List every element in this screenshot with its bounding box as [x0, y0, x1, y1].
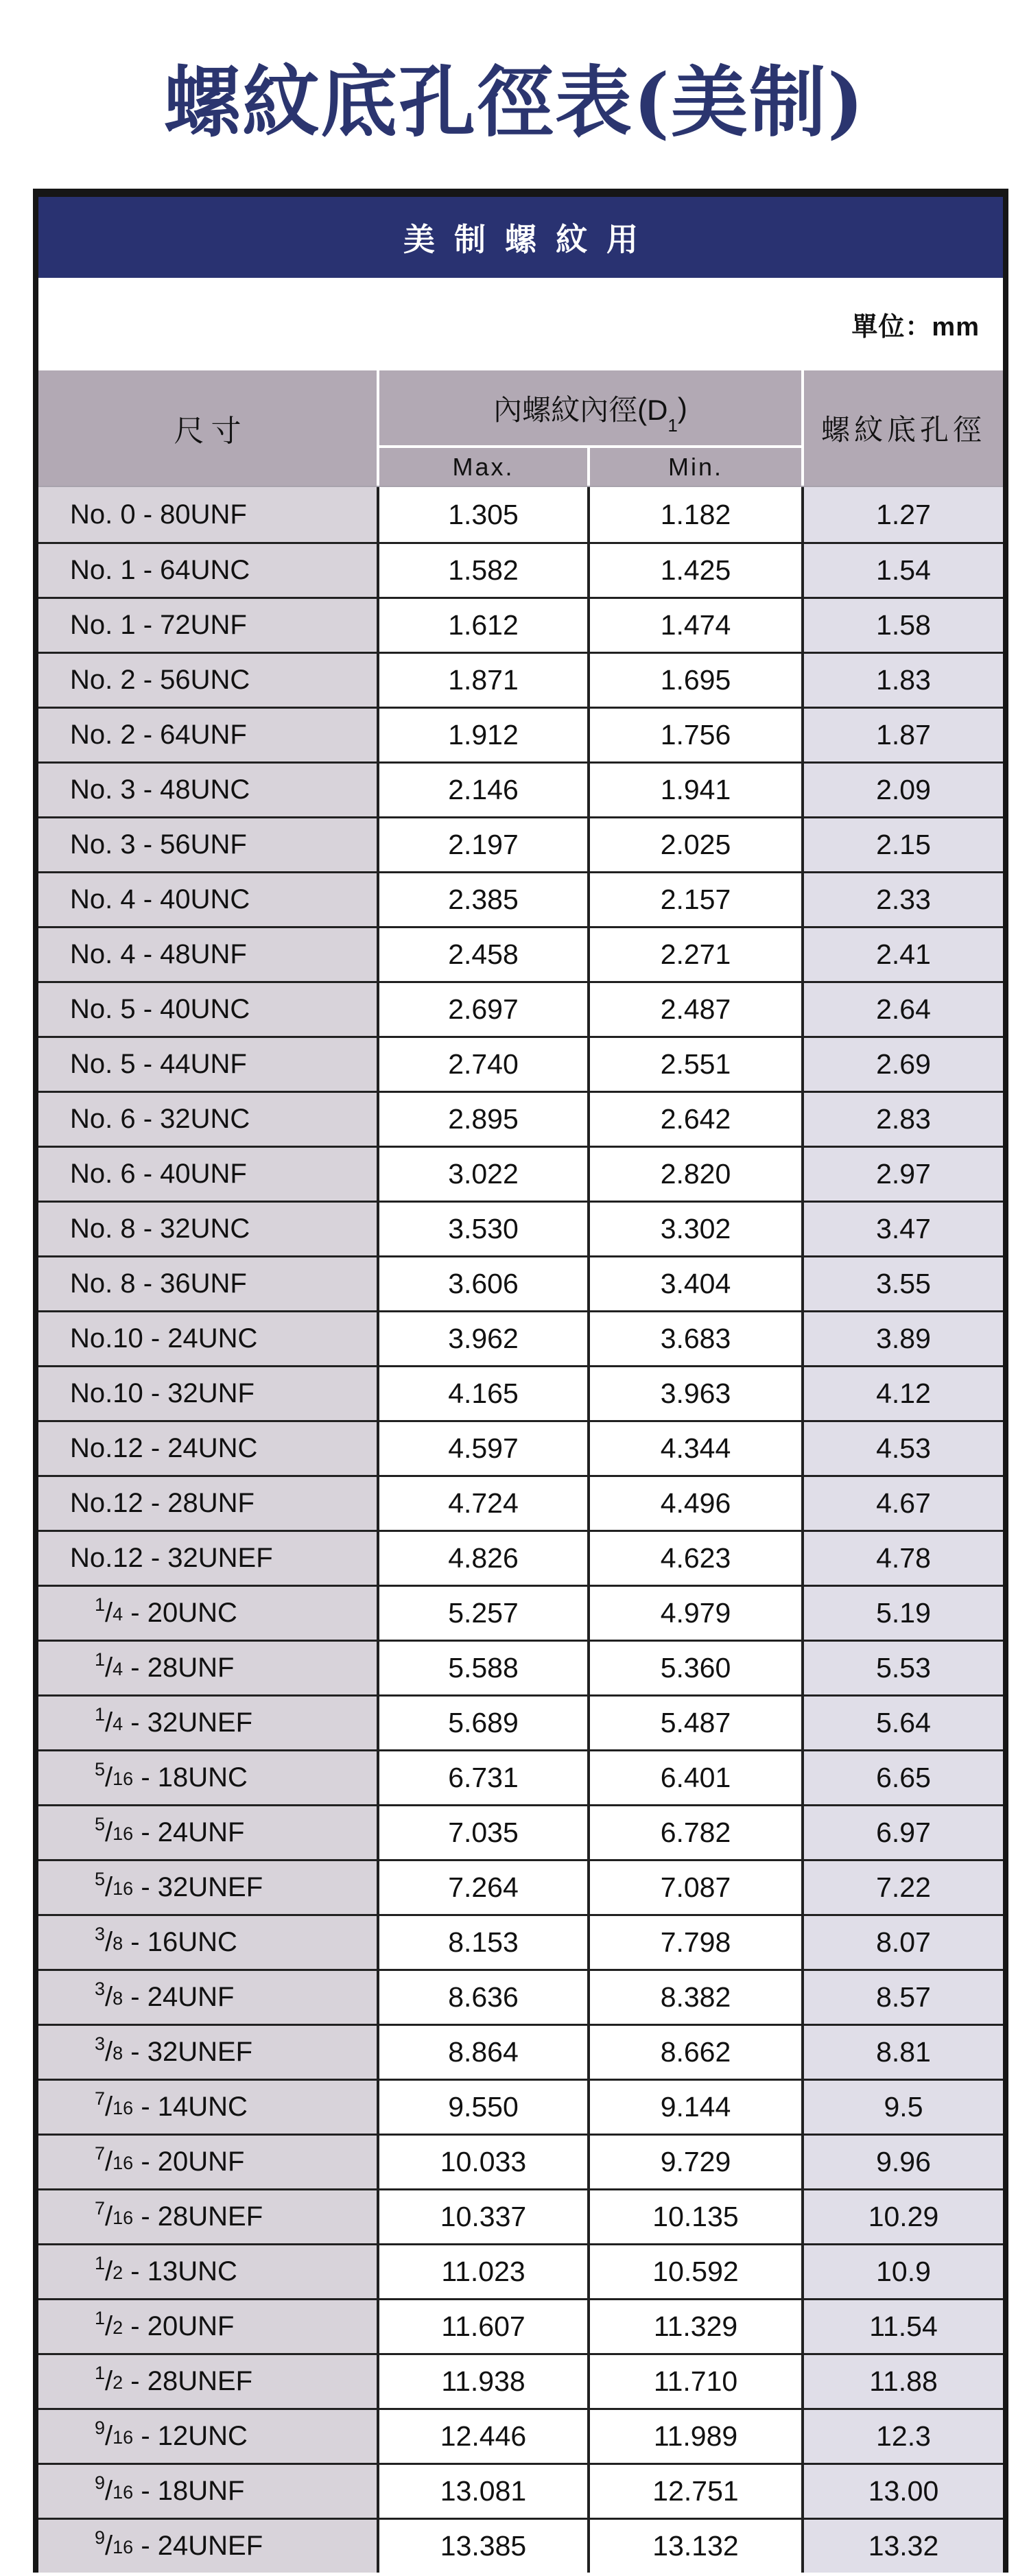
max-cell: 6.731: [377, 1751, 587, 1804]
drill-cell: 4.53: [801, 1422, 1003, 1475]
size-cell: 5 / 16 - 24UNF: [38, 1806, 377, 1859]
table-row: [38, 2243, 1003, 2298]
drill-cell: 5.53: [801, 1642, 1003, 1694]
min-cell: 11.710: [587, 2355, 801, 2408]
min-cell: 10.592: [587, 2245, 801, 2298]
size-cell: 5 / 16 - 18UNC: [38, 1751, 377, 1804]
min-cell: 9.144: [587, 2081, 801, 2134]
size-cell: No. 3 - 56UNF: [38, 818, 377, 871]
min-cell: 4.496: [587, 1477, 801, 1530]
max-cell: 5.588: [377, 1642, 587, 1694]
table-row: [38, 981, 1003, 1036]
max-cell: 2.895: [377, 1093, 587, 1146]
max-cell: 2.740: [377, 1038, 587, 1091]
min-cell: 2.642: [587, 1093, 801, 1146]
min-cell: 7.798: [587, 1916, 801, 1969]
drill-cell: 9.5: [801, 2081, 1003, 2134]
drill-cell: 3.55: [801, 1257, 1003, 1310]
max-cell: 8.153: [377, 1916, 587, 1969]
table-row: [38, 1475, 1003, 1530]
size-cell: No. 4 - 48UNF: [38, 928, 377, 981]
min-cell: 1.425: [587, 544, 801, 597]
min-cell: 10.135: [587, 2190, 801, 2243]
max-cell: 8.864: [377, 2026, 587, 2079]
max-cell: 11.607: [377, 2300, 587, 2353]
drill-cell: 1.58: [801, 599, 1003, 652]
min-cell: 4.344: [587, 1422, 801, 1475]
max-cell: 3.606: [377, 1257, 587, 1310]
max-cell: 4.724: [377, 1477, 587, 1530]
drill-cell: 4.67: [801, 1477, 1003, 1530]
table-row: [38, 487, 1003, 542]
max-cell: 10.033: [377, 2136, 587, 2188]
table-row: [38, 707, 1003, 761]
drill-cell: 4.12: [801, 1367, 1003, 1420]
size-cell: No.10 - 24UNC: [38, 1312, 377, 1365]
table-row: [38, 1694, 1003, 1749]
header-inner-diameter: 內螺紋內徑(D 1 ): [377, 370, 801, 445]
max-cell: 2.458: [377, 928, 587, 981]
size-cell: No. 6 - 32UNC: [38, 1093, 377, 1146]
drill-cell: 1.87: [801, 709, 1003, 761]
drill-cell: 1.83: [801, 654, 1003, 707]
size-cell: No. 4 - 40UNC: [38, 873, 377, 926]
min-cell: 13.132: [587, 2520, 801, 2573]
table-row: [38, 1420, 1003, 1475]
size-cell: 1 / 2 - 13UNC: [38, 2245, 377, 2298]
size-cell: No.12 - 24UNC: [38, 1422, 377, 1475]
max-cell: 11.023: [377, 2245, 587, 2298]
min-cell: 5.487: [587, 1697, 801, 1749]
min-cell: 5.360: [587, 1642, 801, 1694]
max-cell: 3.962: [377, 1312, 587, 1365]
table-row: [38, 542, 1003, 597]
max-cell: 3.530: [377, 1203, 587, 1255]
table-row: [38, 1640, 1003, 1694]
max-cell: 7.035: [377, 1806, 587, 1859]
table-row: [38, 2024, 1003, 2079]
min-cell: 2.551: [587, 1038, 801, 1091]
drill-cell: 8.81: [801, 2026, 1003, 2079]
drill-cell: 13.00: [801, 2465, 1003, 2518]
drill-cell: 11.88: [801, 2355, 1003, 2408]
size-cell: No. 1 - 64UNC: [38, 544, 377, 597]
table-row: [38, 2298, 1003, 2353]
table-row: [38, 761, 1003, 816]
table-row: [38, 926, 1003, 981]
table-row: [38, 2188, 1003, 2243]
drill-cell: 2.33: [801, 873, 1003, 926]
min-cell: 9.729: [587, 2136, 801, 2188]
table-row: [38, 1036, 1003, 1091]
page-title: 螺紋底孔徑表(美制): [164, 58, 865, 147]
max-cell: 1.912: [377, 709, 587, 761]
min-cell: 4.623: [587, 1532, 801, 1585]
min-cell: 11.989: [587, 2410, 801, 2463]
max-cell: 12.446: [377, 2410, 587, 2463]
drill-cell: 9.96: [801, 2136, 1003, 2188]
table-row: [38, 1201, 1003, 1255]
min-cell: 4.979: [587, 1587, 801, 1640]
min-cell: 2.157: [587, 873, 801, 926]
header-min: Min.: [587, 445, 801, 486]
size-cell: 7 / 16 - 20UNF: [38, 2136, 377, 2188]
header-max: Max.: [377, 445, 587, 486]
table-row: [38, 2463, 1003, 2518]
min-cell: 11.329: [587, 2300, 801, 2353]
size-cell: No. 2 - 64UNF: [38, 709, 377, 761]
max-cell: 9.550: [377, 2081, 587, 2134]
min-cell: 1.695: [587, 654, 801, 707]
min-cell: 3.404: [587, 1257, 801, 1310]
drill-cell: 8.07: [801, 1916, 1003, 1969]
size-cell: 9 / 16 - 18UNF: [38, 2465, 377, 2518]
max-cell: 5.257: [377, 1587, 587, 1640]
size-cell: No. 8 - 36UNF: [38, 1257, 377, 1310]
size-cell: No. 0 - 80UNF: [38, 487, 377, 542]
table-header: [38, 370, 1003, 487]
drill-cell: 2.09: [801, 764, 1003, 816]
drill-cell: 5.64: [801, 1697, 1003, 1749]
drill-cell: 1.27: [801, 487, 1003, 542]
max-cell: 4.597: [377, 1422, 587, 1475]
drill-cell: 2.69: [801, 1038, 1003, 1091]
max-cell: 13.081: [377, 2465, 587, 2518]
drill-cell: 3.89: [801, 1312, 1003, 1365]
size-cell: 7 / 16 - 14UNC: [38, 2081, 377, 2134]
drill-cell: 10.9: [801, 2245, 1003, 2298]
size-cell: 9 / 16 - 24UNEF: [38, 2520, 377, 2573]
table-row: [38, 1255, 1003, 1310]
table-row: [38, 1530, 1003, 1585]
thread-drill-table: [33, 189, 1008, 2573]
min-cell: 1.756: [587, 709, 801, 761]
size-cell: 1 / 2 - 20UNF: [38, 2300, 377, 2353]
drill-cell: 10.29: [801, 2190, 1003, 2243]
max-cell: 2.146: [377, 764, 587, 816]
drill-cell: 3.47: [801, 1203, 1003, 1255]
max-cell: 4.165: [377, 1367, 587, 1420]
size-cell: No. 5 - 44UNF: [38, 1038, 377, 1091]
max-cell: 7.264: [377, 1861, 587, 1914]
table-row: [38, 1585, 1003, 1640]
size-cell: 7 / 16 - 28UNEF: [38, 2190, 377, 2243]
table-row: [38, 652, 1003, 707]
max-cell: 2.385: [377, 873, 587, 926]
table-row: [38, 1804, 1003, 1859]
drill-cell: 7.22: [801, 1861, 1003, 1914]
max-cell: 3.022: [377, 1148, 587, 1201]
max-cell: 1.612: [377, 599, 587, 652]
min-cell: 8.662: [587, 2026, 801, 2079]
drill-cell: 6.65: [801, 1751, 1003, 1804]
size-cell: 3 / 8 - 32UNEF: [38, 2026, 377, 2079]
max-cell: 11.938: [377, 2355, 587, 2408]
drill-cell: 2.41: [801, 928, 1003, 981]
max-cell: 10.337: [377, 2190, 587, 2243]
max-cell: 2.697: [377, 983, 587, 1036]
drill-cell: 11.54: [801, 2300, 1003, 2353]
table-body: [38, 487, 1003, 2573]
drill-cell: 4.78: [801, 1532, 1003, 1585]
table-row: [38, 1365, 1003, 1420]
header-size: 尺寸: [174, 414, 248, 448]
min-cell: 2.271: [587, 928, 801, 981]
drill-cell: 2.83: [801, 1093, 1003, 1146]
table-row: [38, 1859, 1003, 1914]
table-row: [38, 1146, 1003, 1201]
size-cell: No. 8 - 32UNC: [38, 1203, 377, 1255]
min-cell: 7.087: [587, 1861, 801, 1914]
min-cell: 3.302: [587, 1203, 801, 1255]
max-cell: 8.636: [377, 1971, 587, 2024]
table-row: [38, 2134, 1003, 2188]
table-row: [38, 2518, 1003, 2573]
table-row: [38, 1091, 1003, 1146]
size-cell: No. 2 - 56UNC: [38, 654, 377, 707]
max-cell: 2.197: [377, 818, 587, 871]
d1-subscript: 1: [667, 414, 678, 436]
size-cell: 1 / 2 - 28UNEF: [38, 2355, 377, 2408]
size-cell: 1 / 4 - 32UNEF: [38, 1697, 377, 1749]
table-banner: 美制螺紋用: [38, 197, 1003, 278]
drill-cell: 2.97: [801, 1148, 1003, 1201]
size-cell: 3 / 8 - 16UNC: [38, 1916, 377, 1969]
size-cell: 3 / 8 - 24UNF: [38, 1971, 377, 2024]
drill-cell: 8.57: [801, 1971, 1003, 2024]
min-cell: 2.487: [587, 983, 801, 1036]
table-row: [38, 1969, 1003, 2024]
drill-cell: 6.97: [801, 1806, 1003, 1859]
table-row: [38, 1914, 1003, 1969]
max-cell: 1.871: [377, 654, 587, 707]
min-cell: 2.820: [587, 1148, 801, 1201]
size-cell: 9 / 16 - 12UNC: [38, 2410, 377, 2463]
min-cell: 1.182: [587, 487, 801, 542]
size-cell: 1 / 4 - 20UNC: [38, 1587, 377, 1640]
min-cell: 3.683: [587, 1312, 801, 1365]
max-cell: 5.689: [377, 1697, 587, 1749]
min-cell: 3.963: [587, 1367, 801, 1420]
drill-cell: 13.32: [801, 2520, 1003, 2573]
min-cell: 2.025: [587, 818, 801, 871]
size-cell: No. 5 - 40UNC: [38, 983, 377, 1036]
drill-cell: 2.15: [801, 818, 1003, 871]
table-row: [38, 2079, 1003, 2134]
table-row: [38, 1749, 1003, 1804]
drill-cell: 12.3: [801, 2410, 1003, 2463]
size-cell: No.12 - 28UNF: [38, 1477, 377, 1530]
max-cell: 1.305: [377, 487, 587, 542]
size-cell: No.10 - 32UNF: [38, 1367, 377, 1420]
drill-cell: 1.54: [801, 544, 1003, 597]
unit-row: [38, 278, 1003, 370]
size-cell: No. 6 - 40UNF: [38, 1148, 377, 1201]
size-cell: No. 3 - 48UNC: [38, 764, 377, 816]
table-row: [38, 597, 1003, 652]
max-cell: 13.385: [377, 2520, 587, 2573]
size-cell: No.12 - 32UNEF: [38, 1532, 377, 1585]
min-cell: 12.751: [587, 2465, 801, 2518]
table-row: [38, 1310, 1003, 1365]
drill-cell: 2.64: [801, 983, 1003, 1036]
min-cell: 8.382: [587, 1971, 801, 2024]
table-row: [38, 2408, 1003, 2463]
drill-cell: 5.19: [801, 1587, 1003, 1640]
min-cell: 6.782: [587, 1806, 801, 1859]
min-cell: 1.941: [587, 764, 801, 816]
size-cell: 5 / 16 - 32UNEF: [38, 1861, 377, 1914]
size-cell: No. 1 - 72UNF: [38, 599, 377, 652]
table-row: [38, 816, 1003, 871]
header-drill-diameter: 螺紋底孔徑: [801, 370, 1003, 486]
table-row: [38, 2353, 1003, 2408]
unit-label: 單位：mm: [851, 313, 980, 342]
min-cell: 1.474: [587, 599, 801, 652]
min-cell: 6.401: [587, 1751, 801, 1804]
max-cell: 1.582: [377, 544, 587, 597]
max-cell: 4.826: [377, 1532, 587, 1585]
size-cell: 1 / 4 - 28UNF: [38, 1642, 377, 1694]
table-row: [38, 871, 1003, 926]
